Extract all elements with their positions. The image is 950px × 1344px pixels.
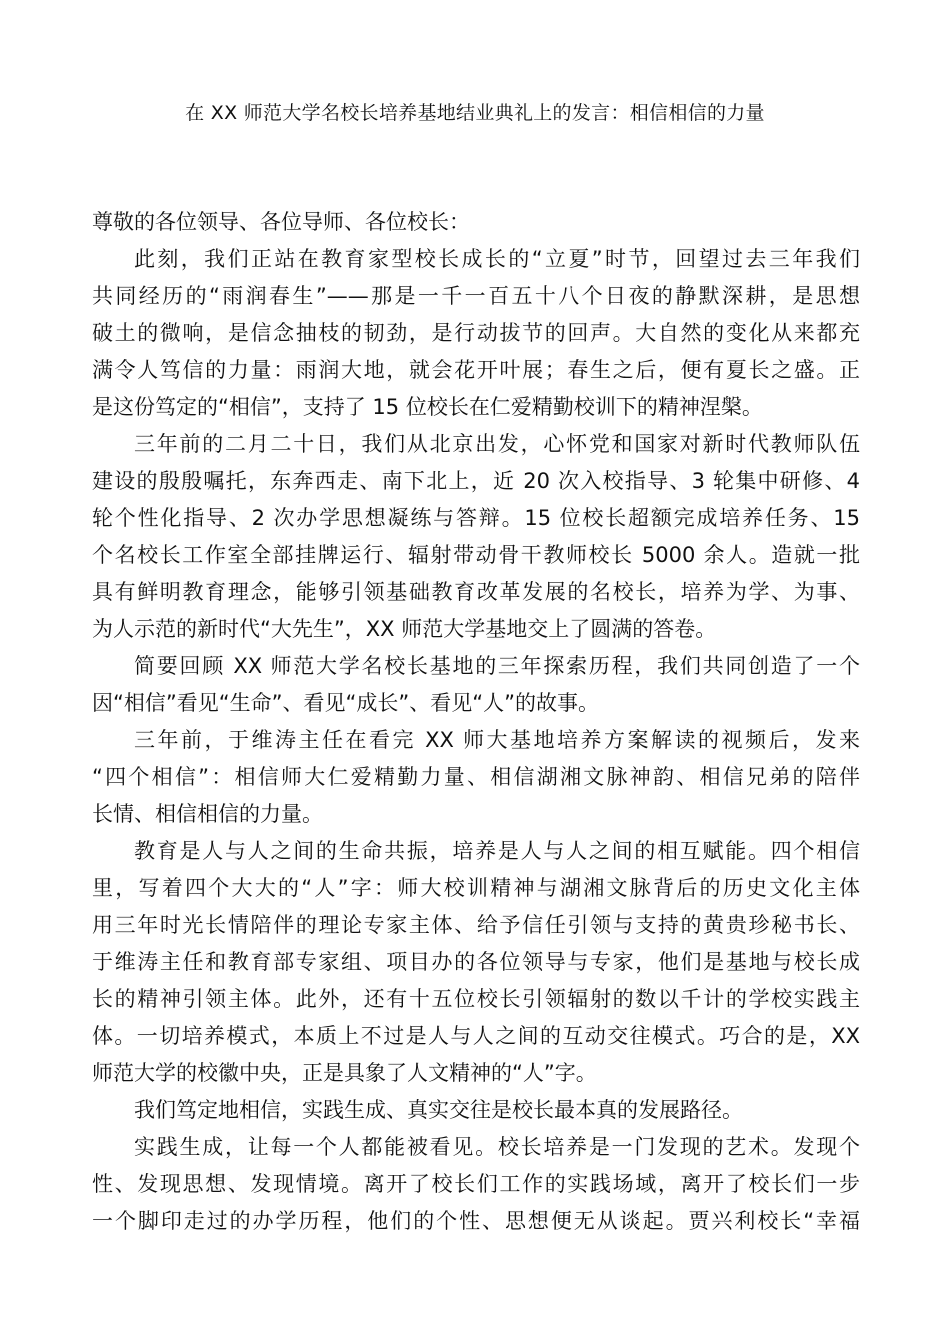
paragraph-line: 我们笃定地相信，实践生成、真实交往是校长最本真的发展路径。 [134, 1098, 743, 1122]
paragraph-line: 破土的微响，是信念抽枝的韧劲，是行动拔节的回声。大自然的变化从来都充 [92, 321, 860, 345]
paragraph-line: 简要回顾 XX 师范大学名校长基地的三年探索历程，我们共同创造了一个 [134, 654, 860, 678]
paragraph [92, 426, 860, 648]
paragraph-line: 具有鲜明教育理念，能够引领基础教育改革发展的名校长，培养为学、为事、 [92, 580, 860, 604]
paragraph-line: 于维涛主任和教育部专家组、项目办的各位领导与专家，他们是基地与校长成 [92, 950, 860, 974]
paragraph [92, 1092, 860, 1129]
paragraphs [92, 241, 860, 1240]
paragraph-line: 三年前，于维涛主任在看完 XX 师大基地培养方案解读的视频后，发来 [134, 728, 860, 752]
paragraph-line: 此刻，我们正站在教育家型校长成长的“立夏”时节，回望过去三年我们 [134, 247, 860, 271]
paragraph-line: 共同经历的“雨润春生”——那是一千一百五十八个日夜的静默深耕，是思想 [92, 284, 860, 308]
paragraph-line: “四个相信”：相信师大仁爱精勤力量、相信湖湘文脉神韵、相信兄弟的陪伴 [92, 765, 860, 789]
paragraph-line: 因“相信”看见“生命”、看见“成长”、看见“人”的故事。 [92, 691, 600, 715]
paragraph-line: 实践生成，让每一个人都能被看见。校长培养是一门发现的艺术。发现个 [134, 1135, 860, 1159]
salutation: 尊敬的各位领导、各位导师、各位校长： [92, 210, 470, 234]
paragraph-line: 个名校长工作室全部挂牌运行、辐射带动骨干教师校长 5000 余人。造就一批 [92, 543, 860, 567]
paragraph-line: 体。一切培养模式，本质上不过是人与人之间的互动交往模式。巧合的是，XX [92, 1024, 860, 1048]
paragraph-line: 三年前的二月二十日，我们从北京出发，心怀党和国家对新时代教师队伍 [134, 432, 860, 456]
paragraph-line: 里，写着四个大大的“人”字：师大校训精神与湖湘文脉背后的历史文化主体 [92, 876, 860, 900]
paragraph-line: 建设的殷殷嘱托，东奔西走、南下北上，近 20 次入校指导、3 轮集中研修、4 [92, 469, 860, 493]
document-body [92, 204, 860, 1240]
paragraph-line: 性、发现思想、发现情境。离开了校长们工作的实践场域，离开了校长们一步 [92, 1172, 860, 1196]
paragraph-line: 师范大学的校徽中央，正是具象了人文精神的“人”字。 [92, 1061, 597, 1085]
paragraph-line: 满令人笃信的力量：雨润大地，就会花开叶展；春生之后，便有夏长之盛。正 [92, 358, 860, 382]
paragraph-line: 教育是人与人之间的生命共振，培养是人与人之间的相互赋能。四个相信 [134, 839, 860, 863]
paragraph [92, 833, 860, 1092]
paragraph [92, 648, 860, 722]
paragraph-line: 为人示范的新时代“大先生”，XX 师范大学基地交上了圆满的答卷。 [92, 617, 717, 641]
paragraph-line: 一个脚印走过的办学历程，他们的个性、思想便无从谈起。贾兴利校长“幸福 [92, 1209, 860, 1233]
paragraph [92, 241, 860, 426]
paragraph-line: 轮个性化指导、2 次办学思想凝练与答辩。15 位校长超额完成培养任务、15 [92, 506, 860, 530]
paragraph-line: 是这份笃定的“相信”，支持了 15 位校长在仁爱精勤校训下的精神涅槃。 [92, 395, 763, 419]
paragraph-line: 长情、相信相信的力量。 [92, 802, 323, 826]
paragraph-line: 用三年时光长情陪伴的理论专家主体、给予信任引领与支持的黄贵珍秘书长、 [92, 913, 860, 937]
document-title: 在 XX 师范大学名校长培养基地结业典礼上的发言：相信相信的力量 [185, 102, 765, 124]
paragraph-line: 长的精神引领主体。此外，还有十五位校长引领辐射的数以千计的学校实践主 [92, 987, 860, 1011]
paragraph [92, 722, 860, 833]
paragraph [92, 1129, 860, 1240]
